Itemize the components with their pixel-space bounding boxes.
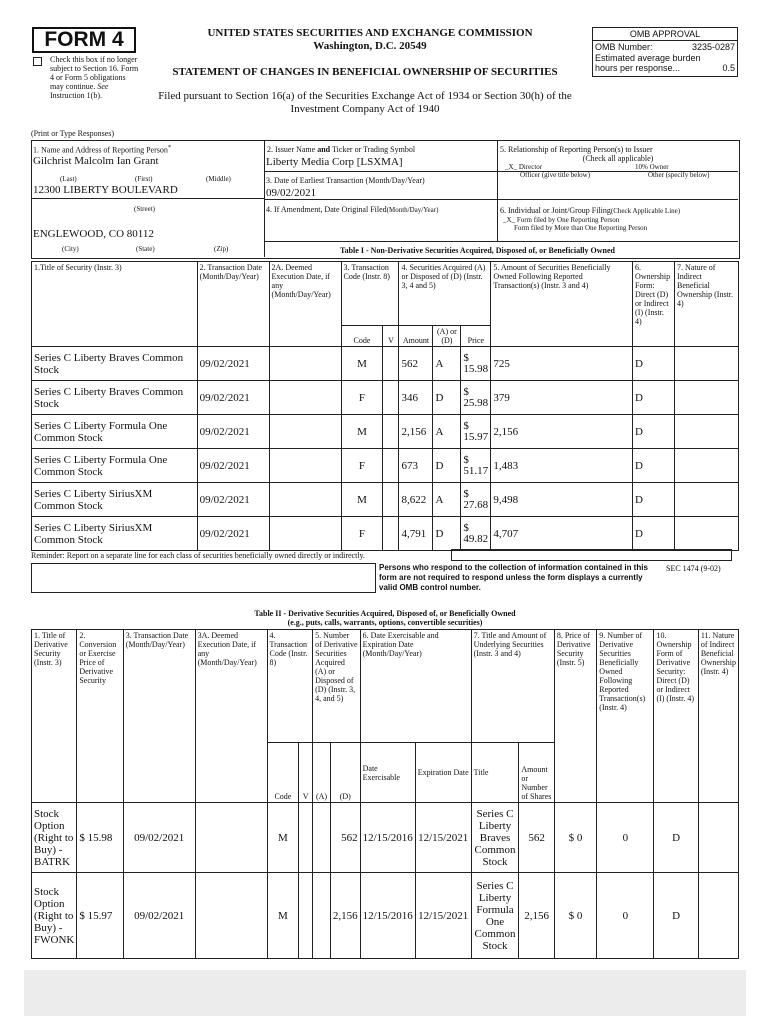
street-address: 12300 LIBERTY BOULEVARD	[33, 184, 178, 196]
table-row: Stock Option (Right to Buy) - FWONK $ 15.97 09/02/2021 M 2,156 12/15/2016 12/15/2021 Series C Liberty Formula One Common Stock 2,156 $ 0 0 D	[32, 873, 739, 959]
filed-pursuant: Filed pursuant to Section 16(a) of the Securities Exchange Act of 1934 or Section 30(h) of the Investment Company Act of 1940	[158, 90, 572, 115]
reminder-text: Reminder: Report on a separate line for each class of securities beneficially owned directly or indirectly.	[31, 551, 366, 560]
table-row: Series C Liberty Braves Common Stock 09/02/2021 F 346 D $ 25.98 379 D	[32, 381, 739, 415]
checkbox-text: Check this box if no longer subject to Section 16. Form 4 or Form 5 obligations may continue. See Instruction 1(b).	[50, 55, 139, 100]
footer-band	[24, 970, 746, 1016]
relationship-label: 5. Relationship of Reporting Person(s) to Issuer (Check all applicable)	[500, 145, 654, 163]
omb-approval-box: OMB APPROVAL OMB Number: 3235-0287 Estimated average burden hours per response... 0.5	[592, 27, 738, 77]
table-row: Series C Liberty Braves Common Stock 09/02/2021 M 562 A $ 15.98 725 D	[32, 347, 739, 381]
issuer-label: 2. Issuer Name and Ticker or Trading Symbol	[267, 145, 416, 154]
table-row: Series C Liberty SiriusXM Common Stock 09/02/2021 M 8,622 A $ 27.68 9,498 D	[32, 483, 739, 517]
agency-name: UNITED STATES SECURITIES AND EXCHANGE COMMISSION Washington, D.C. 20549	[207, 27, 533, 52]
reminder-box-right	[451, 549, 732, 561]
reporting-person-name: Gilchrist Malcolm Ian Grant	[33, 155, 159, 167]
no-longer-subject-checkbox[interactable]	[33, 57, 42, 66]
table2-title: Table II - Derivative Securities Acquired, Disposed of, or Beneficially Owned (e.g., puts, calls, warrants, options, convertible securities)	[254, 609, 516, 627]
table-derivative: 1. Title of Derivative Security (Instr. 3) 2. Conversion or Exercise Price of Derivative Security 3. Transaction Date (Month/Day/Year) 3A. Deemed Execution Date, if any (Month/Day/Year) 4. Transaction Code (Instr. 8) 5. Number of Derivative Securities Acquired (A) or Disposed of (D) (Instr. 3, 4, and 5) 6. Date Exercisable and Expiration Date (Month/Day/Year) 7. Title and Amount of Underlying Securities (Instr. 3 and 4) 8. Price of Derivative Security (Instr. 5) 9. Number of Derivative Securities Beneficially Owned Following Reported Transaction(s) (Instr. 4) 10. Ownership Form of Derivative Security: Direct (D) or Indirect (I) (Instr. 4) 11. Nature of Indirect Beneficial Ownership (Instr. 4) Code V (A) (D) Date Exercisable Expiration Date Title Amount or Number of Shares Stock Option (Right to Buy) - BATRK $ 15.98 09/02/2021 M 562 12/15/2016 12/15/2021 Series C Liberty Braves Common Stock 562 $ 0 0 D Stock Option (Right to Buy) - FWONK $ 15.97 09/02/2021 M 2,156 12/15/2016 12/15/2021 Series C Liberty Formula One Common Stock 2,156 $ 0 0 D	[31, 629, 739, 959]
table1-title: Table I - Non-Derivative Securities Acquired, Disposed of, or Beneficially Owned	[340, 246, 615, 255]
print-type-note: (Print or Type Responses)	[31, 129, 115, 138]
reminder-box-left	[31, 563, 376, 593]
sec-form-number: SEC 1474 (9-02)	[666, 564, 721, 573]
table-non-derivative: 1.Title of Security (Instr. 3) 2. Transaction Date (Month/Day/Year) 2A. Deemed Execution Date, if any (Month/Day/Year) 3. Transaction Code (Instr. 8) 4. Securities Acquired (A) or Disposed of (D) (Instr. 3, 4 and 5) 5. Amount of Securities Beneficially Owned Following Reported Transaction(s) (Instr. 3 and 4) 6. Ownership Form: Direct (D) or Indirect (I) (Instr. 4) 7. Nature of Indirect Beneficial Ownership (Instr. 4) Code V Amount (A) or (D) Price Series C Liberty Braves Common Stock 09/02/2021 M 562 A $ 15.98 725 D Series C Liberty Braves Common Stock 09/02/2021 F 346 D $ 25.98 379 D Series C Liberty Formula One Common Stock 09/02/2021 M 2,156 A $ 15.97 2,156 D Series C Liberty Formula One Common Stock 09/02/2021 F 673 D $ 51.17 1,483 D Series C Liberty SiriusXM Common Stock 09/02/2021 M 8,622 A $ 27.68 9,498 D Series C Liberty SiriusXM Common Stock 09/02/2021 F 4,791 D $ 49.82 4,707 D	[31, 261, 739, 551]
form-title: FORM 4	[44, 28, 124, 51]
statement-title: STATEMENT OF CHANGES IN BENEFICIAL OWNERSHIP OF SECURITIES	[172, 66, 558, 78]
table-row: Series C Liberty Formula One Common Stock 09/02/2021 F 673 D $ 51.17 1,483 D	[32, 449, 739, 483]
city-state-zip: ENGLEWOOD, CO 80112	[33, 228, 154, 240]
persons-notice: Persons who respond to the collection of information contained in this form are not required to respond unless the form displays a currently valid OMB control number.	[379, 563, 648, 592]
issuer-name: Liberty Media Corp [LSXMA]	[266, 156, 403, 168]
one-person-option: _X_ Form filed by One Reporting Person	[503, 216, 620, 224]
table-row: Series C Liberty SiriusXM Common Stock 09/02/2021 F 4,791 D $ 49.82 4,707 D	[32, 517, 739, 551]
form-title-box	[32, 27, 136, 53]
reporting-person-label: 1. Name and Address of Reporting Person*	[33, 144, 172, 155]
table-row: Series C Liberty Formula One Common Stock 09/02/2021 M 2,156 A $ 15.97 2,156 D	[32, 415, 739, 449]
omb-title: OMB APPROVAL	[593, 28, 737, 41]
filing-type-label: 6. Individual or Joint/Group Filing(Check Applicable Line)	[500, 206, 681, 215]
amendment-label: 4. If Amendment, Date Original Filed(Month/Day/Year)	[266, 205, 439, 214]
director-option: _X_ Director	[505, 163, 543, 171]
omb-number: 3235-0287	[691, 42, 735, 52]
earliest-transaction-date: 09/02/2021	[266, 187, 317, 199]
table-row: Stock Option (Right to Buy) - BATRK $ 15.98 09/02/2021 M 562 12/15/2016 12/15/2021 Series C Liberty Braves Common Stock 562 $ 0 0 D	[32, 803, 739, 873]
